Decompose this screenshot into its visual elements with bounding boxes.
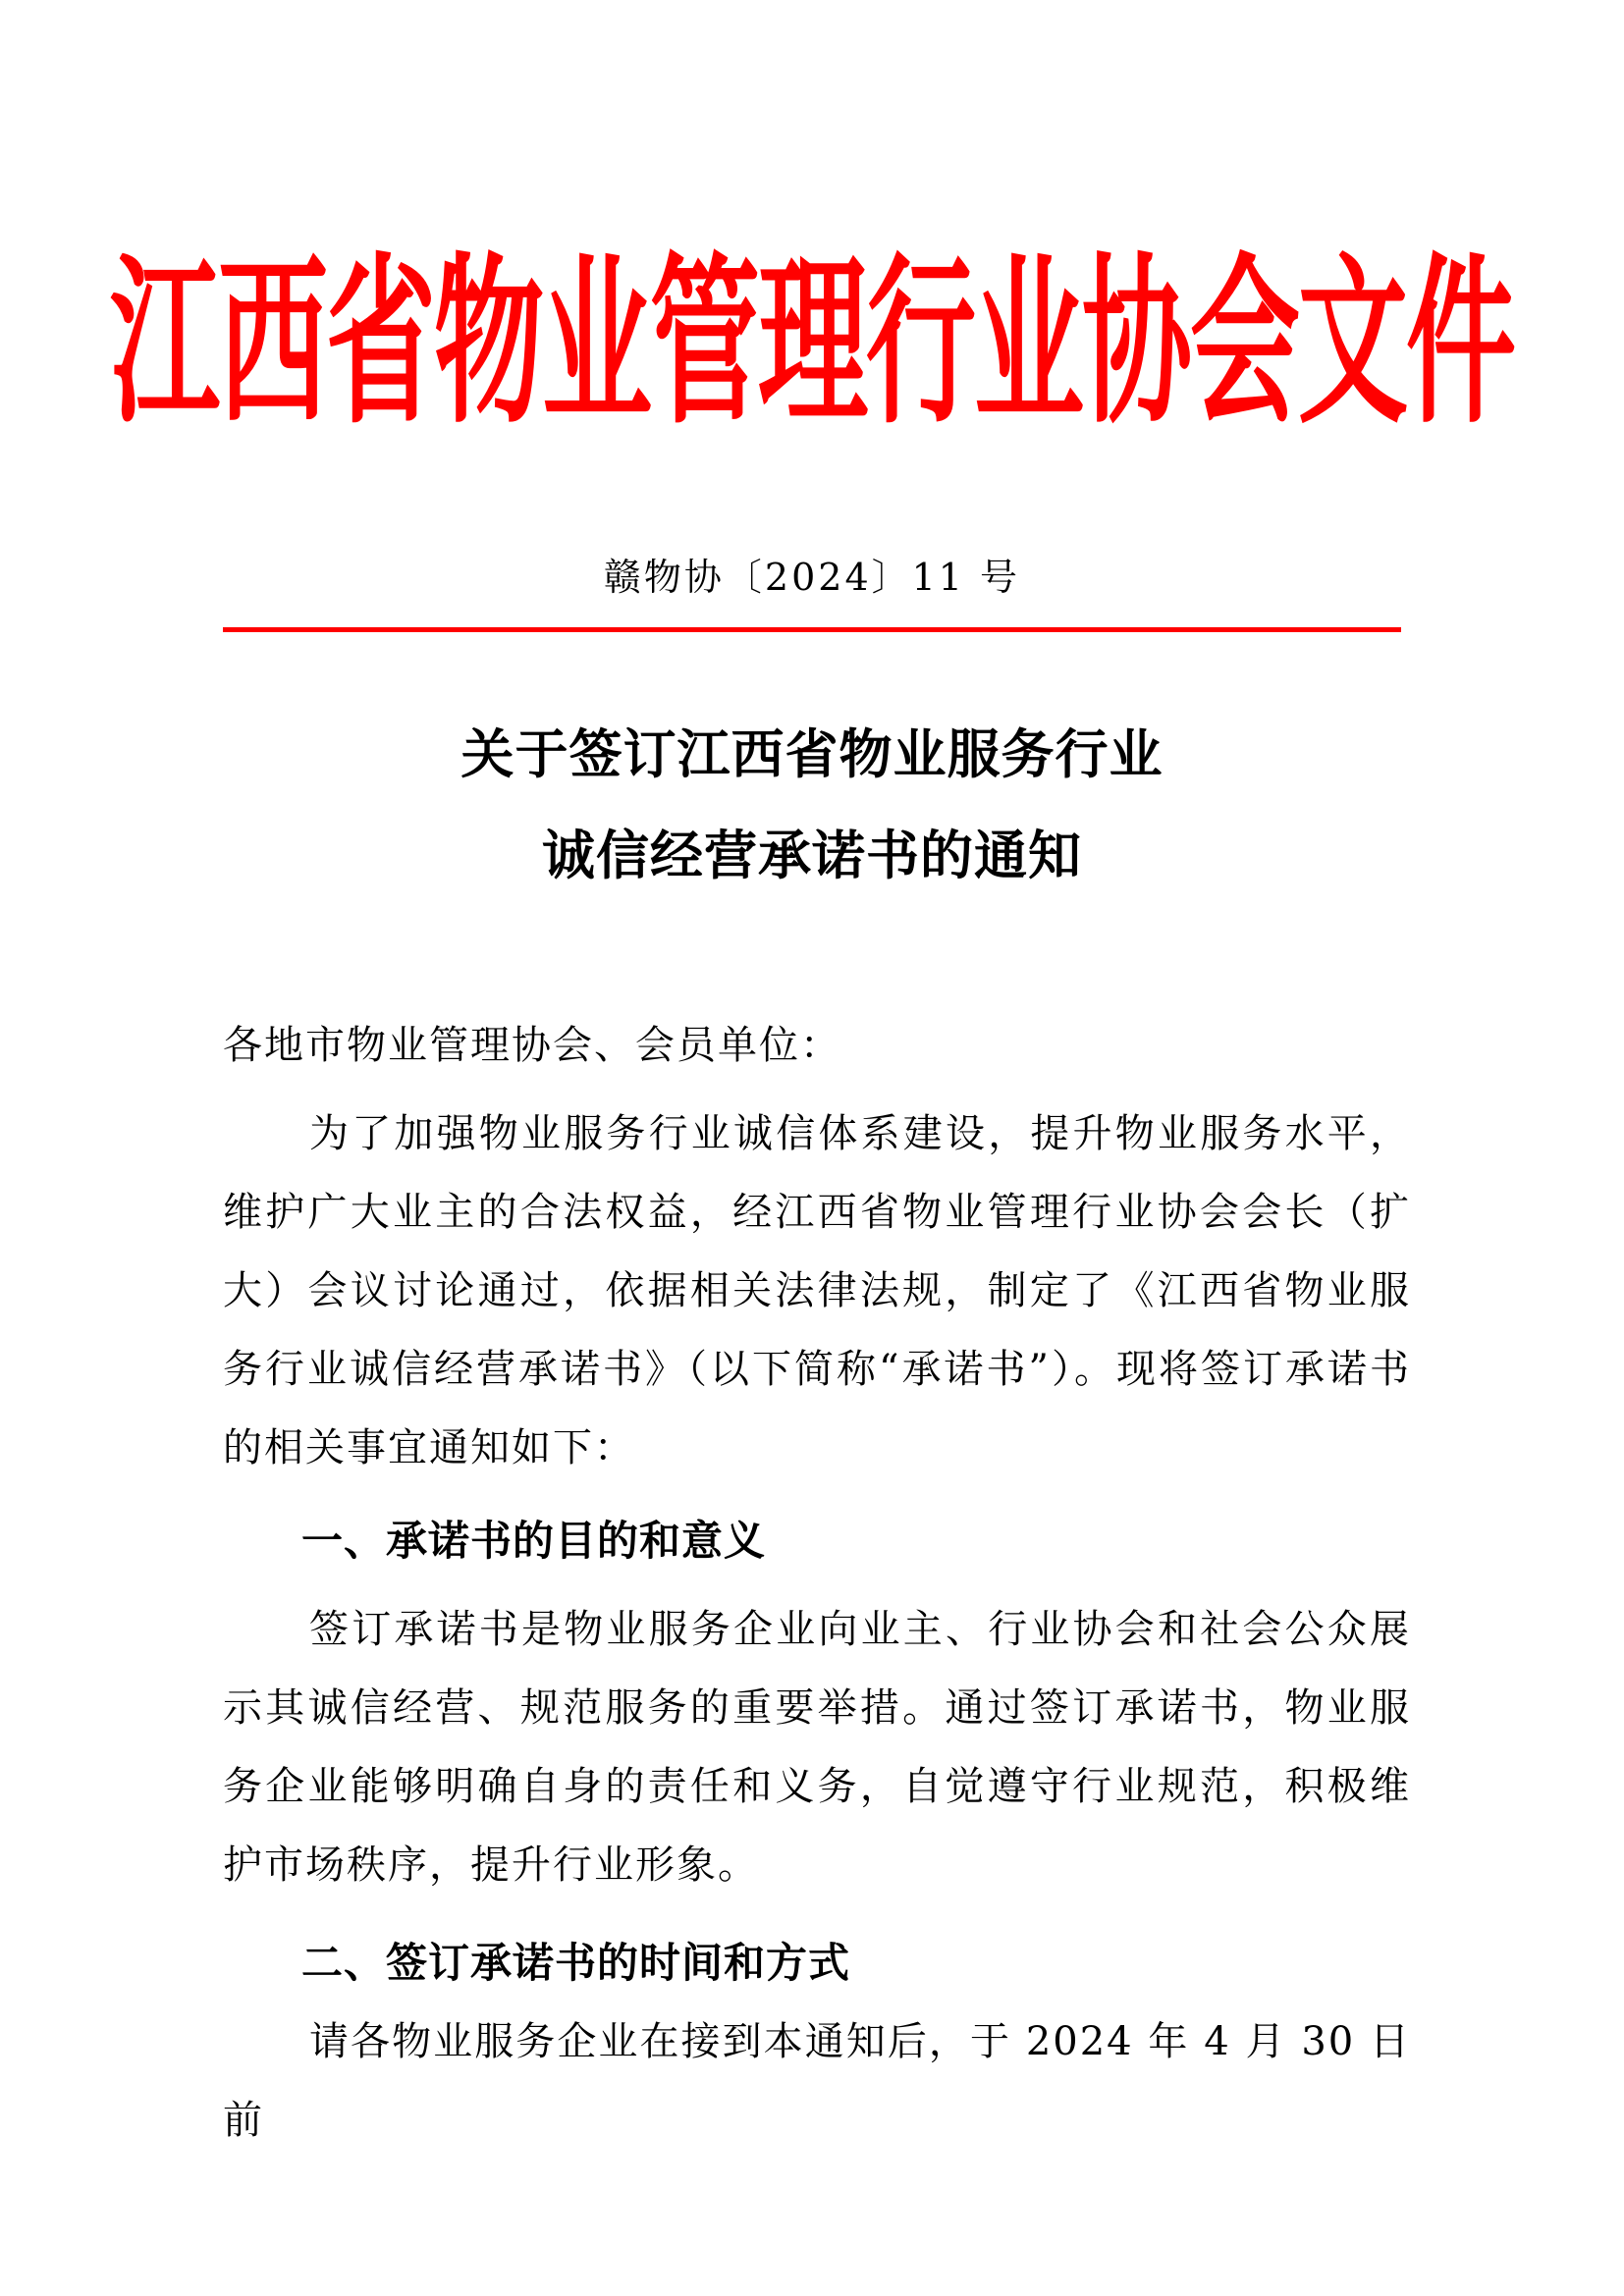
- document-title-line-1: 关于签订江西省物业服务行业: [460, 723, 1164, 785]
- salutation: 各地市物业管理协会、会员单位：: [223, 1023, 841, 1068]
- section-heading-1: 一、承诺书的目的和意义: [301, 1517, 767, 1565]
- section-heading-2: 二、签订承诺书的时间和方式: [301, 1939, 851, 1987]
- document-number: 赣物协〔2024〕11 号: [603, 556, 1021, 599]
- masthead-text: 江西省物业管理行业协会文件: [110, 237, 1514, 450]
- body-paragraph-1: 为了加强物业服务行业诚信体系建设，提升物业服务水平，维护广大业主的合法权益，经江西省物业管理行业协会会长（扩大）会议讨论通过，依据相关法律法规，制定了《江西省物业服务行业诚信经营承诺书》（以下简称“承诺书”）。现将签订承诺书的相关事宜通知如下：: [223, 1111, 1411, 1470]
- document-title-line-2: 诚信经营承诺书的通知: [542, 825, 1082, 886]
- body-paragraph-2: 签订承诺书是物业服务企业向业主、行业协会和社会公众展示其诚信经营、规范服务的重要举措。通过签订承诺书，物业服务企业能够明确自身的责任和义务，自觉遵守行业规范，积极维护市场秩序，提升行业形象。: [223, 1607, 1411, 1888]
- body-paragraph-3: 请各物业服务企业在接到本通知后，于 2024 年 4 月 30 日前: [223, 2019, 1411, 2143]
- red-separator-rule: [223, 627, 1401, 632]
- issuing-organization-masthead: [110, 237, 1514, 450]
